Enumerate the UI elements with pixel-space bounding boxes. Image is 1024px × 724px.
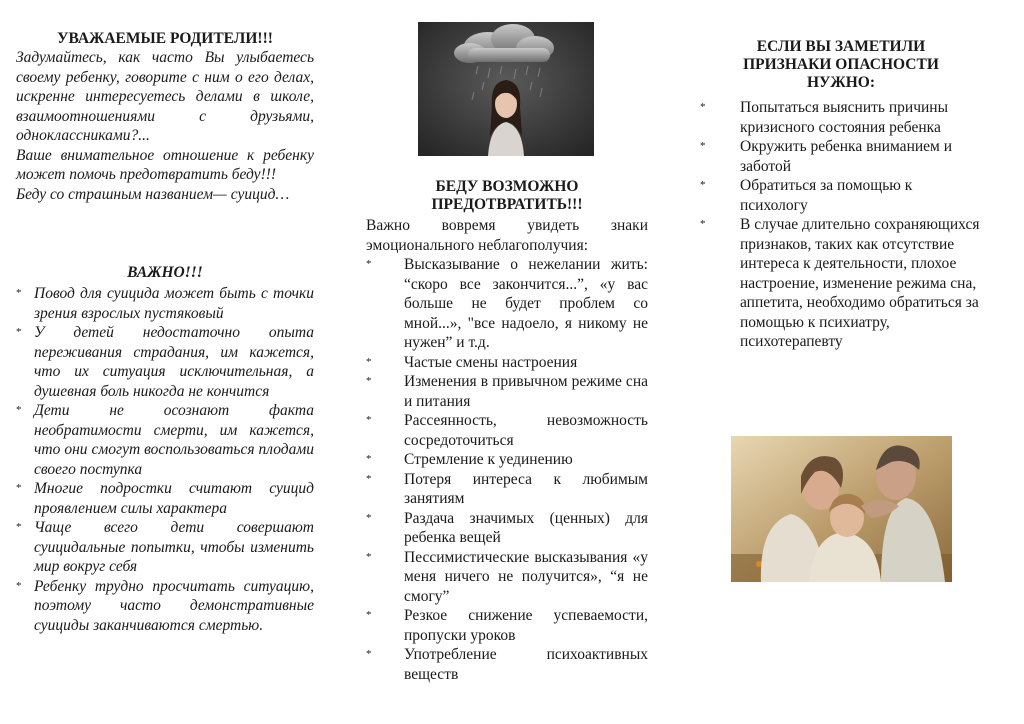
list-item — [16, 284, 314, 323]
list-item-text: Рассеянность, невозможность сосредоточиться — [404, 412, 648, 449]
list-item-text: Обратиться за помощью к психологу — [740, 177, 913, 214]
bullet-icon: * — [700, 218, 706, 230]
bullet-icon: * — [366, 258, 372, 270]
what-to-do-list — [700, 98, 982, 352]
list-item-text: Многие подростки считают суицид проявлением силы характера — [34, 480, 314, 517]
list-item-text: Резкое снижение успеваемости, пропуски уроков — [404, 607, 648, 644]
list-item-text: Дети не осознают факта необратимости смерти, им кажется, что они смогут воспользоваться плодами своего поступка — [34, 402, 314, 478]
bullet-icon: * — [366, 609, 372, 621]
what-to-do-heading — [700, 38, 982, 92]
bullet-icon: * — [700, 140, 706, 152]
intro-paragraph: Беду со страшным названием— суицид… — [16, 185, 290, 203]
list-item — [700, 98, 982, 137]
bullet-icon: * — [366, 648, 372, 660]
heading-line: ЕСЛИ ВЫ ЗАМЕТИЛИ — [756, 38, 926, 55]
list-item — [16, 401, 314, 479]
list-item — [366, 606, 648, 645]
bullet-icon: * — [366, 472, 372, 485]
intro-paragraph: Ваше внимательное отношение к ребенку может помочь предотвратить беду!!! — [16, 146, 314, 183]
list-item — [366, 509, 648, 548]
bullet-icon: * — [366, 550, 372, 563]
list-item — [16, 518, 314, 577]
list-item-text: Изменения в привычном режиме сна и питания — [404, 373, 648, 410]
intro-paragraph: Задумайтесь, как часто Вы улыбаетесь своему ребенку, говорите с ним о его делах, искренне интересуетесь делами в школе, взаимоотношениями с друзьями, одноклассниками?... — [16, 49, 314, 144]
list-item-text: В случае длительно сохраняющихся признаков, таких как отсутствие интереса к деятельности, плохое настроение, изменение режима сна, аппетита, необходимо обратиться за помощью к психиатру, психотерапевту — [740, 216, 980, 350]
family-embrace-image — [731, 436, 952, 582]
bullet-icon: * — [16, 326, 22, 338]
list-item — [366, 470, 648, 509]
list-item — [366, 255, 648, 353]
parents-heading: УВАЖАЕМЫЕ РОДИТЕЛИ!!! — [57, 30, 273, 47]
list-item — [366, 548, 648, 607]
list-item-text: Пессимистические высказывания «у меня ничего не получится», “я не смогу” — [404, 548, 648, 605]
list-item — [16, 577, 314, 636]
bullet-icon: * — [366, 375, 372, 387]
bullet-icon: * — [366, 511, 372, 524]
list-item — [366, 411, 648, 450]
warning-signs-intro: Важно вовремя увидеть знаки эмоционального неблагополучия: — [366, 217, 648, 254]
heading-line: ПРИЗНАКИ ОПАСНОСТИ — [743, 56, 939, 73]
bullet-icon: * — [366, 355, 372, 368]
list-item — [700, 137, 982, 176]
bullet-icon: * — [16, 482, 22, 494]
warning-signs-list — [366, 255, 648, 684]
bullet-icon: * — [16, 404, 22, 416]
list-item — [16, 479, 314, 518]
list-item — [366, 372, 648, 411]
list-item-text: Чаще всего дети совершают суицидальные попытки, чтобы изменить мир вокруг себя — [34, 519, 314, 575]
sad-girl-rain-cloud-image — [418, 22, 594, 156]
list-item-text: Окружить ребенка вниманием и заботой — [740, 138, 953, 175]
bullet-icon: * — [700, 179, 706, 191]
list-item — [366, 353, 648, 373]
bullet-icon: * — [700, 101, 706, 113]
list-item — [700, 176, 982, 215]
list-item-text: У детей недостаточно опыта переживания страдания, им кажется, что их ситуация исключительная, а душевная боль никогда не кончится — [34, 324, 314, 400]
heading-line: НУЖНО: — [806, 74, 876, 91]
bullet-icon: * — [366, 414, 372, 426]
list-item-text: Повод для суицида может быть с точки зрения взрослых пустяковый — [34, 285, 314, 322]
heading-line: ПРЕДОТВРАТИТЬ!!! — [431, 196, 583, 213]
list-item-text: Высказывание о нежелании жить: “скоро все закончится...”, «у вас больше не будет проблем со мной...», "все надоело, я никому не нужен” и т.д. — [404, 256, 648, 351]
important-heading: ВАЖНО!!! — [127, 264, 203, 281]
bullet-icon: * — [366, 453, 372, 465]
list-item-text: Ребенку трудно просчитать ситуацию, поэтому часто демонстративные суициды заканчиваются смертью. — [34, 577, 314, 634]
list-item-text: Потеря интереса к любимым занятиям — [404, 470, 648, 507]
list-item-text: Употребление психоактивных веществ — [404, 646, 648, 683]
list-item — [366, 450, 648, 470]
list-item — [16, 323, 314, 401]
bullet-icon: * — [16, 521, 22, 533]
list-item-text: Попытаться выяснить причины кризисного состояния ребенка — [740, 99, 949, 136]
bullet-icon: * — [16, 579, 22, 592]
warning-signs-heading — [366, 178, 648, 214]
bullet-icon: * — [16, 287, 22, 299]
parents-intro — [16, 48, 314, 204]
list-item-text: Раздача значимых (ценных) для ребенка вещей — [404, 509, 648, 546]
list-item-text: Стремление к уединению — [404, 451, 573, 468]
important-list — [16, 284, 314, 635]
list-item-text: Частые смены настроения — [404, 353, 578, 371]
list-item — [700, 215, 982, 352]
heading-line: БЕДУ ВОЗМОЖНО — [435, 178, 579, 195]
list-item — [366, 645, 648, 684]
